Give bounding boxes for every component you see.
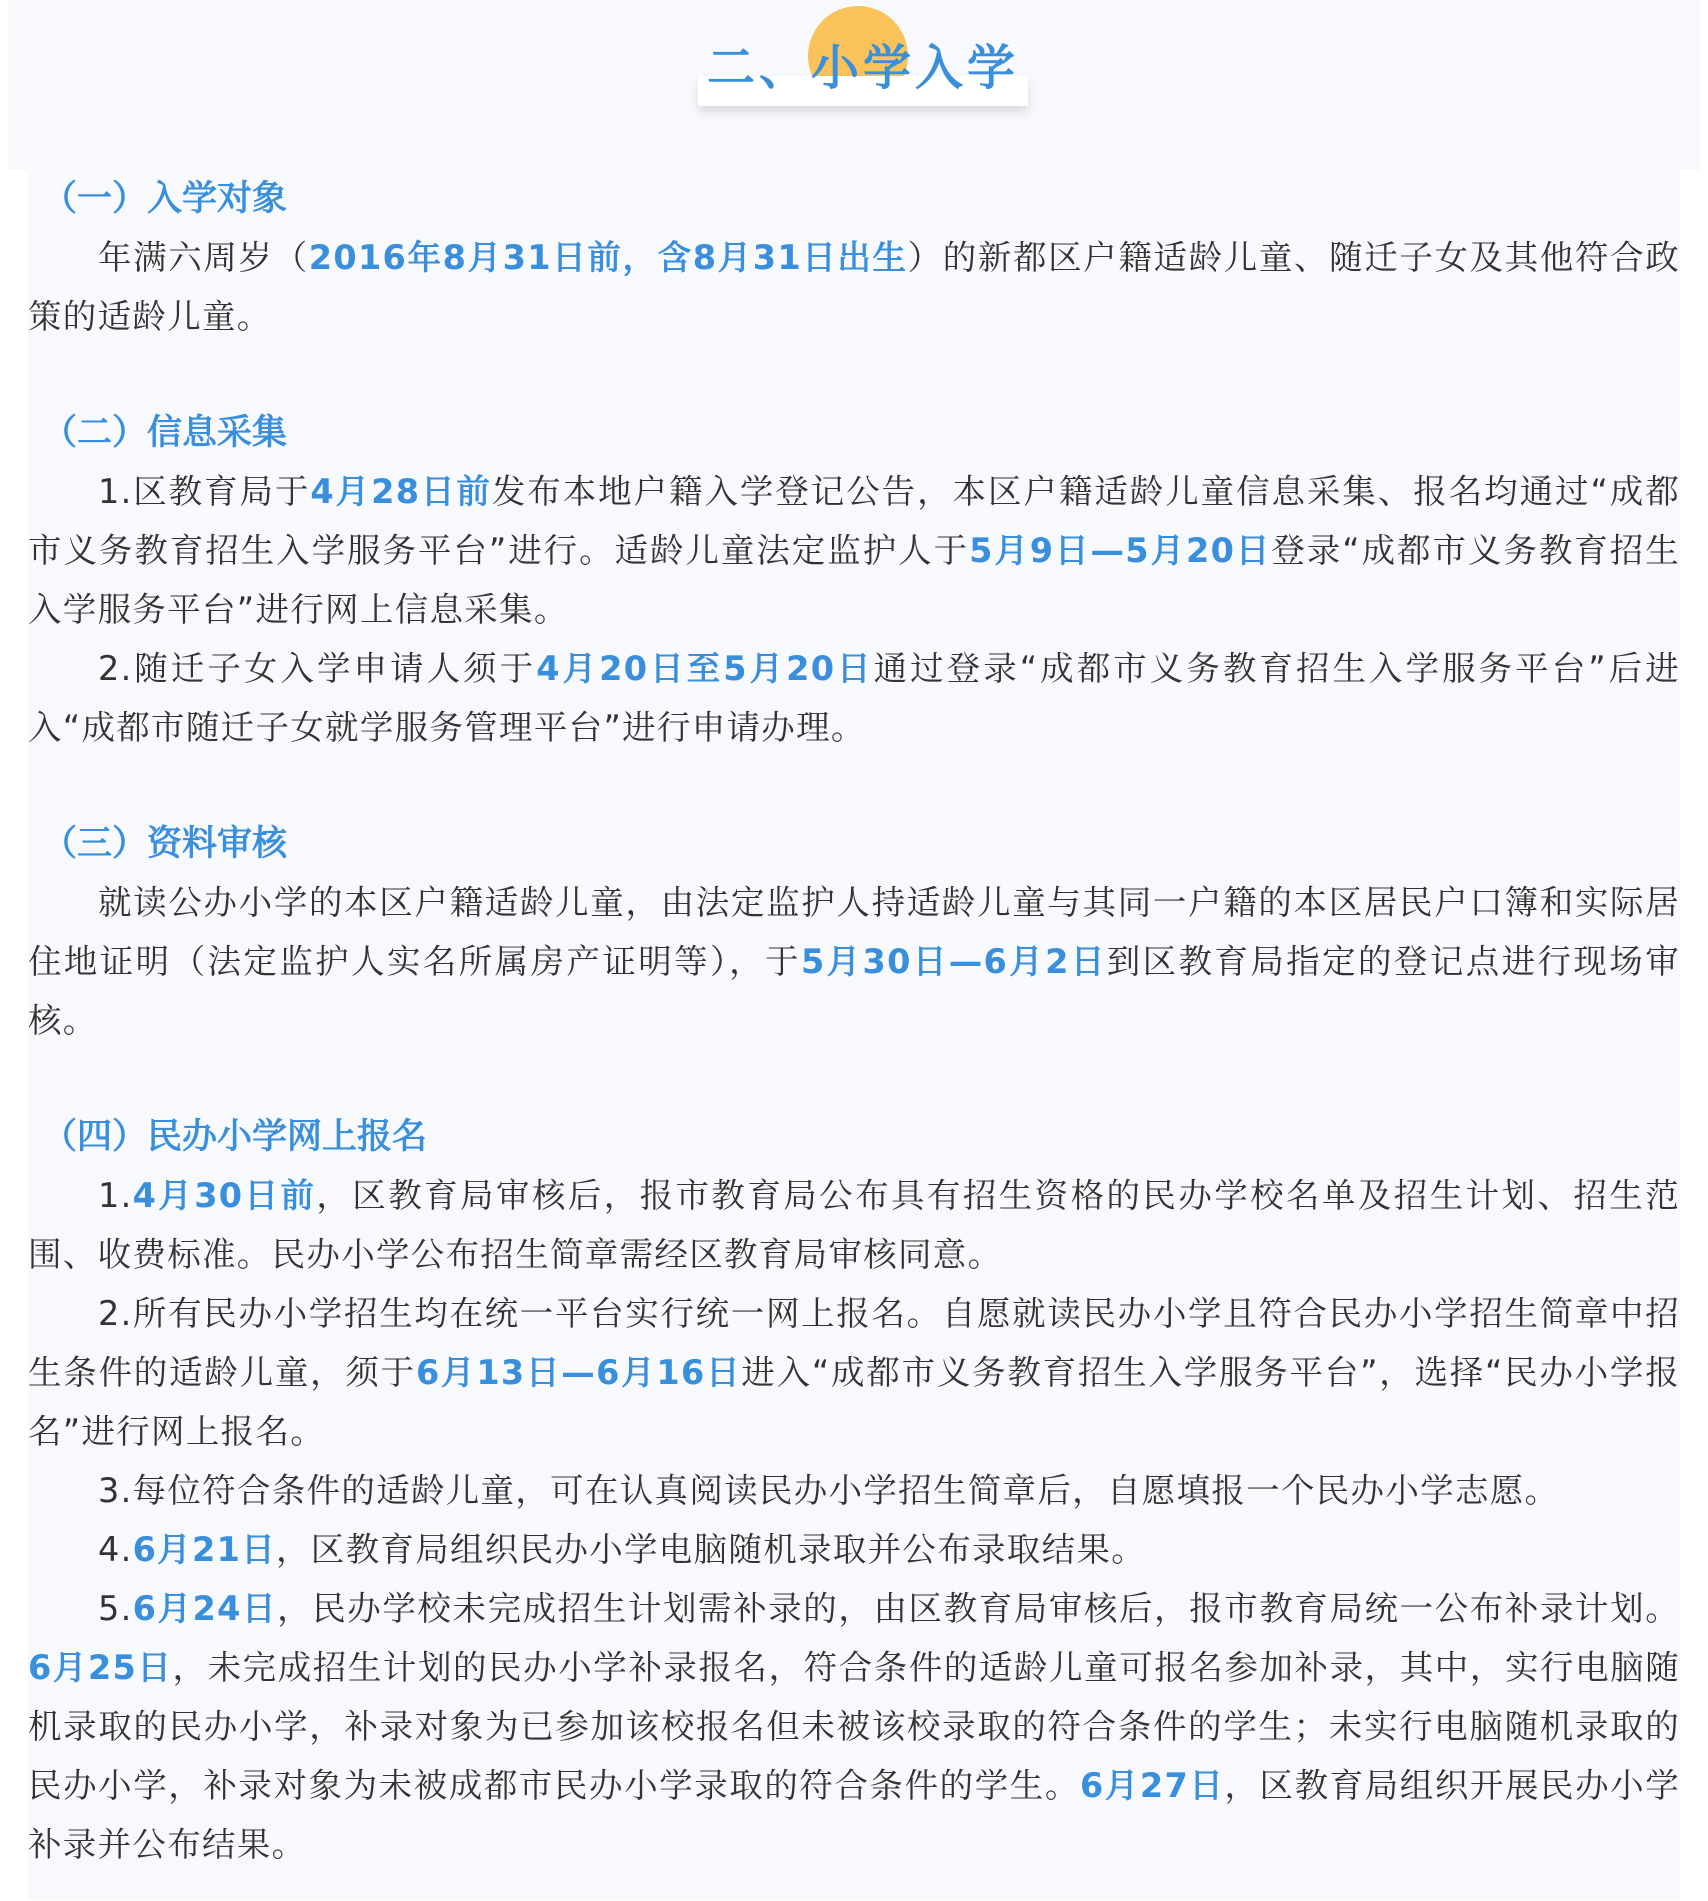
paragraph-text: 2.所有民办小学招生均在统一平台实行统一网上报名。自愿就读民办小学且符合民办小学招生简章中招生条件的适龄儿童，须于: [28, 1294, 1680, 1392]
highlighted-date: 5月30日—6月2日: [800, 942, 1107, 981]
paragraph-text: 登录“成都市义务教育招生入学服务平台”进行网上信息采集。: [28, 531, 1680, 629]
highlighted-date: 6月25日: [28, 1648, 173, 1687]
section-heading: （二）信息采集: [42, 413, 288, 453]
paragraph-text: ，民办学校未完成招生计划需补录的，由区教育局审核后，报市教育局统一公布补录计划。: [277, 1589, 1680, 1628]
paragraph-text: 4.: [98, 1530, 133, 1569]
paragraph: [28, 1579, 1680, 1874]
paragraph: [28, 639, 1680, 757]
paragraph-text: 5.: [98, 1589, 133, 1628]
paragraph-text: ，区教育局组织开展民办小学补录并公布结果。: [28, 1766, 1681, 1864]
paragraph-text: 3.每位符合条件的适龄儿童，可在认真阅读民办小学招生简章后，自愿填报一个民办小学志愿。: [98, 1471, 1560, 1510]
section-spacer: [28, 346, 1680, 404]
paragraph: [28, 873, 1680, 1050]
paragraph: [28, 1461, 1680, 1520]
paragraph: [28, 462, 1680, 639]
section-2: [28, 404, 1680, 757]
highlighted-date: 6月27日: [1079, 1766, 1225, 1805]
section-spacer: [28, 1050, 1680, 1108]
highlighted-date: 6月24日: [132, 1589, 278, 1628]
page-title: 二、小学入学: [706, 40, 1019, 96]
section-heading: （三）资料审核: [42, 824, 288, 864]
paragraph-text: 就读公办小学的本区户籍适龄儿童，由法定监护人持适龄儿童与其同一户籍的本区居民户口簿和实际居住地证明（法定监护人实名所属房产证明等），于: [28, 883, 1680, 981]
paragraph: [28, 1166, 1680, 1284]
highlighted-date: 4月28日前: [310, 472, 492, 511]
paragraph-text: 通过登录“成都市义务教育招生入学服务平台”后进入“成都市随迁子女就学服务管理平台”进行申请办理。: [28, 649, 1681, 747]
section-heading: （一）入学对象: [42, 179, 288, 219]
section-heading: （四）民办小学网上报名: [42, 1117, 428, 1157]
paragraph-text: 1.区教育局于: [98, 472, 311, 511]
paragraph-text: 2.随迁子女入学申请人须于: [98, 649, 537, 688]
section-3: [28, 815, 1680, 1050]
paragraph: [28, 1520, 1680, 1579]
highlighted-date: 6月21日: [132, 1530, 276, 1569]
highlighted-date: 5月9日—5月20日: [969, 531, 1272, 570]
paragraph-text: ，未完成招生计划的民办小学补录报名，符合条件的适龄儿童可报名参加补录，其中，实行电脑随机录取的民办小学，补录对象为已参加该校报名但未被该校录取的符合条件的学生；未实行电脑随机录取的民办小学，补录对象为未被成都市民办小学录取的符合条件的学生。: [28, 1648, 1680, 1805]
paragraph-text: ）的新都区户籍适龄儿童、随迁子女及其他符合政策的适龄儿童。: [28, 238, 1680, 336]
highlighted-date: 2016年8月31日前，含8月31日出生: [308, 238, 908, 277]
paragraph: [28, 1284, 1680, 1461]
paragraph-text: ，区教育局审核后，报市教育局公布具有招生资格的民办学校名单及招生计划、招生范围、收费标准。民办小学公布招生简章需经区教育局审核同意。: [28, 1176, 1680, 1274]
section-spacer: [28, 757, 1680, 815]
section-1: [28, 170, 1680, 346]
highlighted-date: 4月30日前: [132, 1176, 317, 1215]
title-banner: [8, 0, 1700, 170]
paragraph-text: ，区教育局组织民办小学电脑随机录取并公布录取结果。: [276, 1530, 1146, 1569]
highlighted-date: 6月13日—6月16日: [415, 1353, 742, 1392]
article-content: [28, 170, 1680, 1900]
paragraph-text: 到区教育局指定的登记点进行现场审核。: [28, 942, 1680, 1040]
paragraph-text: 进入“成都市义务教育招生入学服务平台”，选择“民办小学报名”进行网上报名。: [28, 1353, 1680, 1451]
paragraph-text: 1.: [98, 1176, 133, 1215]
paragraph: [28, 228, 1680, 346]
section-4: [28, 1108, 1680, 1874]
paragraph-text: 年满六周岁（: [98, 238, 309, 277]
paragraph-text: 发布本地户籍入学登记公告，本区户籍适龄儿童信息采集、报名均通过“成都市义务教育招生入学服务平台”进行。适龄儿童法定监护人于: [28, 472, 1681, 570]
highlighted-date: 4月20日至5月20日: [536, 649, 874, 688]
title-badge: [698, 24, 1028, 108]
